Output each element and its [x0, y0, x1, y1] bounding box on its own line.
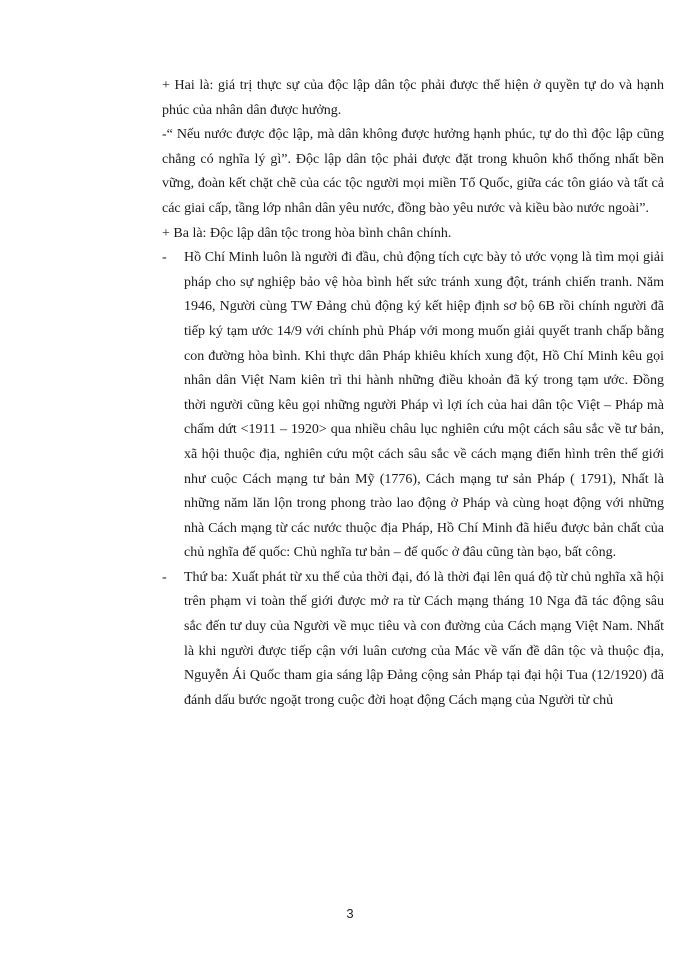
page-number: 3: [346, 906, 354, 921]
dash-bullet: -: [162, 250, 167, 266]
dash-bullet: -: [162, 569, 167, 585]
list-item: [162, 566, 664, 714]
list-item: [162, 246, 664, 566]
list-item-text: Hồ Chí Minh luôn là người đi đầu, chủ động tích cực bày tỏ ước vọng là tìm mọi giải pháp cho sự nghiệp bảo vệ hòa bình hết sức tránh xung đột, tránh chiến tranh. Năm 1946, Người cùng TW Đảng chủ động ký kết hiệp định sơ bộ 6B rồi chính người đã tiếp ký tạm ước 14/9 với chính phủ Pháp với mong muốn giải quyết tranh chấp bằng con đường hòa bình. Khi thực dân Pháp khiêu khích xung đột, Hồ Chí Minh kêu gọi nhân dân Việt Nam kiên trì thi hành những điều khoản đã ký trong tạm ước. Đồng thời người cũng kêu gọi những người Pháp vì lợi ích của hai dân tộc Việt – Pháp mà chấm dứt <1911 – 1920> qua nhiều châu lục nghiên cứu một cách sâu sắc về tư bản, xã hội thuộc địa, nghiên cứu một cách sâu sắc về cách mạng điển hình trên thế giới như cuộc Cách mạng tư bản Mỹ (1776), Cách mạng tư sản Pháp ( 1791), Nhất là những năm lăn lộn trong phong trào lao động ở Pháp và cùng hoạt động với những nhà Cách mạng từ các nước thuộc địa Pháp, Hồ Chí Minh đã hiểu được bản chất của chủ nghĩa đế quốc: Chủ nghĩa tư bản – đế quốc ở đâu cũng tàn bạo, bất công.: [184, 250, 664, 561]
paragraph-ba-la: + Ba là: Độc lập dân tộc trong hòa bình chân chính.: [162, 225, 452, 241]
dash-list: [162, 246, 664, 713]
list-item-text: Thứ ba: Xuất phát từ xu thế của thời đại, đó là thời đại lên quá độ từ chủ nghĩa xã hội trên phạm vi toàn thế giới được mở ra từ Cách mạng tháng 10 Nga đã tác động sâu sắc đến tư duy của Người về mục tiêu và con đường của Cách mạng Việt Nam. Nhất là khi người được tiếp cận với luân cương của Mác về vấn đề dân tộc và thuộc địa, Nguyễn Ái Quốc tham gia sáng lập Đảng cộng sản Pháp tại đại hội Tua (12/1920) đã đánh dấu bước ngoặt trong cuộc đời hoạt động Cách mạng của Người từ chủ: [184, 569, 664, 708]
paragraph-quote: -“ Nếu nước được độc lập, mà dân không được hưởng hạnh phúc, tự do thì độc lập cũng chẳng có nghĩa lý gì”. Độc lập dân tộc phải được đặt trong khuôn khổ thống nhất bền vững, đoàn kết chặt chẽ của các tộc người mọi miền Tổ Quốc, giữa các tôn giáo và tất cả các giai cấp, tầng lớp nhân dân yêu nước, đồng bào yêu nước và kiều bào nước ngoài”.: [162, 127, 664, 216]
paragraph-hai-la: + Hai là: giá trị thực sự của độc lập dân tộc phải được thể hiện ở quyền tự do và hạnh phúc của nhân dân được hưởng.: [162, 78, 664, 118]
document-body: [162, 74, 664, 713]
